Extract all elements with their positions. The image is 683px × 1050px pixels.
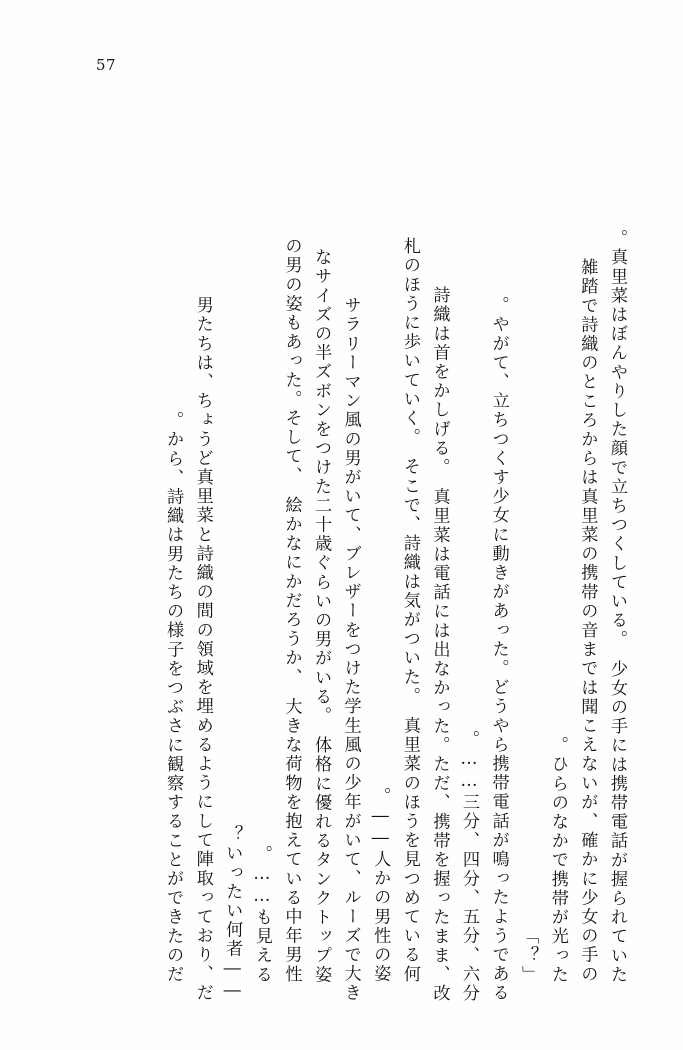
text-column: 真里菜はぼんやりした顔で立ちつくしている。 少女の手には携帯電話が握られていた。 [607, 228, 627, 984]
text-column: 三分、四分、五分、六分……。 [459, 729, 480, 1003]
text-column: 男たちは、ちょうど真里菜と詩織の間の領域を埋めるようにして陣取っており、だ [192, 296, 213, 1003]
text-column: 人かの男性の姿――。 [370, 787, 391, 984]
text-column: ひらのなかで携帯が光った。 [547, 735, 568, 984]
text-column: も見える……。 [251, 844, 272, 984]
text-column: ――いったい何者？ [222, 825, 243, 1003]
text-column: 詩織は首をかしげる。 真里菜は電話には出なかった。ただ、携帯を握ったまま、改 [429, 285, 450, 1003]
text-column: 雑踏で詩織のところからは真里菜の携帯の音までは聞こえないが、確かに少女の手の [577, 258, 598, 984]
text-column: 「？」 [518, 926, 539, 984]
text-column: から、詩織は男たちの様子をつぶさに観察することができたのだ。 [163, 410, 184, 984]
page-number: 57 [96, 56, 117, 74]
text-column: 札のほうに歩いていく。 そこで、詩織は気がついた。 真里菜のほうを見つめている何 [399, 237, 420, 984]
text-column: サラリーマン風の男がいて、ブレザーをつけた学生風の少年がいて、ルーズで大き [340, 296, 361, 1003]
vertical-text-block [62, 104, 627, 1003]
text-column: の男の姿もあった。そして、 絵かなにかだろうか、 大きな荷物を抱えている中年男性 [281, 237, 302, 984]
text-column: なサイズの半ズボンをつけた二十歳ぐらいの男がいる。 体格に優れるタンクトップ姿 [311, 247, 332, 984]
text-column: やがて、立ちつくす少女に動きがあった。どうやら携帯電話が鳴ったようである。 [488, 296, 509, 1003]
